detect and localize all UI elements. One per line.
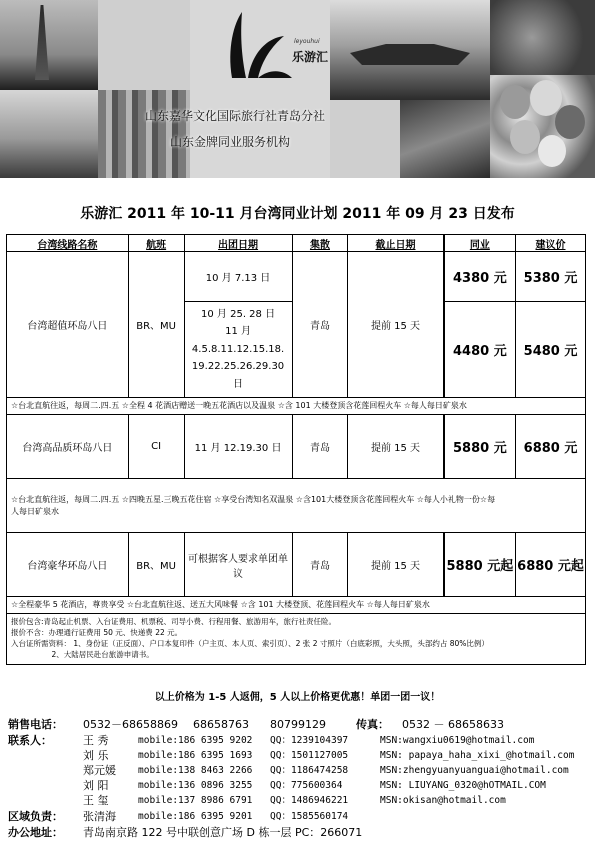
contact-row [8, 763, 588, 778]
date-line: 议 [233, 568, 244, 580]
office-address: 青岛南京路 122 号中联创意广场 D 栋一层 PC：266071 [83, 826, 363, 839]
organization-subtitle: 山东金牌同业服务机构 [170, 135, 291, 149]
contact-name: 王 玺 [83, 794, 109, 807]
contact-name: 刘 乐 [83, 749, 109, 762]
header-banner [0, 0, 595, 178]
contact-mobile: mobile:186 6395 9202 [138, 735, 253, 746]
logo-wordmark: 乐游汇 [292, 50, 329, 64]
contact-mobile: mobile:138 8463 2266 [138, 765, 253, 776]
note-line: ☆台北直航往返，每周二.四.五 ☆四晚五星.三晚五花住宿 ☆享受台湾知名双温泉 ☆含101大楼登顶含花莲回程火车 ☆每人小礼物一份☆每 [11, 494, 496, 504]
route-flight: BR、MU [128, 252, 184, 398]
sales-phone-row [8, 717, 588, 732]
route-deadline: 提前 15 天 [348, 252, 444, 398]
food-photo [490, 0, 595, 75]
region-manager-qq: QQ：1585560174 [270, 811, 349, 822]
address-label: 办公地址： [8, 826, 63, 839]
header-route: 台湾线路名称 [7, 235, 129, 252]
route-note: ☆台北直航往返，每周二.四.五 ☆全程 4 花酒店赠送一晚五花酒店以及温泉 ☆含 101 大楼登顶含花莲回程火车 ☆每人每日矿泉水 [7, 398, 586, 415]
logo-subtext: leyouhui [294, 38, 320, 45]
note-line: 人每日矿泉水 [11, 506, 59, 516]
route-name: 台湾豪华环岛八日 [7, 533, 129, 597]
contact-qq: QQ：1501127005 [270, 750, 349, 761]
route-dates: 11 月 12.19.30 日 [184, 415, 292, 479]
table-row [7, 398, 586, 415]
region-manager-mobile: mobile:186 6395 9201 [138, 811, 253, 822]
tower-shape [35, 5, 49, 80]
organization-name: 山东嘉华文化国际旅行社青岛分社 [145, 109, 326, 123]
date-line: 10 月 25. 28 日 [201, 308, 276, 320]
table-row [7, 252, 586, 302]
address-row [8, 825, 588, 840]
contact-qq: QQ：1186474258 [270, 765, 349, 776]
price-notes [7, 614, 586, 665]
table-row [7, 597, 586, 614]
route-deadline: 提前 15 天 [348, 533, 444, 597]
contact-row [8, 778, 588, 793]
sales-phone-1: 0532－68658869 [83, 718, 178, 731]
suggested-price [516, 302, 586, 398]
temple-roof-shape [350, 35, 470, 65]
trade-price-value: 4380 元 [452, 271, 507, 286]
building-photo [400, 100, 490, 178]
price-note-line: 入台证所需资料： 1、身份证（正反面）、户口本复印件（户主页、本人页、索引页）、2 张 2 寸照片（白底彩照，大头照，头部约占 80%比例） [11, 638, 489, 648]
suggested-price [516, 533, 586, 597]
date-line: 4.5.8.11.12.15.18. [191, 343, 285, 355]
route-flight: CI [128, 415, 184, 479]
contact-mobile: mobile:186 6395 1693 [138, 750, 253, 761]
suggested-price [516, 252, 586, 302]
contact-name: 郑元媛 [83, 764, 116, 777]
trade-price-value: 5880 元起 [446, 559, 514, 574]
temple-photo [330, 0, 490, 100]
header-suggested-price: 建议价 [516, 235, 586, 252]
sales-phone-2: 68658763 [193, 718, 249, 731]
taipei-101-photo [0, 0, 98, 90]
sales-label: 销售电话： [8, 718, 63, 731]
contact-row [8, 793, 588, 808]
route-gather: 青岛 [292, 533, 348, 597]
route-note [7, 479, 586, 533]
contact-msn: MSN:okisan@hotmail.com [380, 795, 506, 806]
header-deadline: 截止日期 [348, 235, 444, 252]
region-label: 区域负责： [8, 810, 63, 823]
route-gather: 青岛 [292, 252, 348, 398]
contact-msn: MSN: papaya_haha_xixi_@hotmail.com [380, 750, 575, 761]
contact-name: 刘 阳 [83, 779, 109, 792]
table-row [7, 614, 586, 665]
contact-qq: QQ：1239104397 [270, 735, 349, 746]
date-line: 可根据客人要求单团单 [188, 553, 289, 565]
contact-qq: QQ：1486946221 [270, 795, 349, 806]
region-manager-name: 张清海 [83, 810, 116, 823]
contact-msn: MSN:zhengyuanyuanguai@hotmail.com [380, 765, 569, 776]
contact-msn: MSN: LIUYANG_0320@hOTMAIL.COM [380, 780, 546, 791]
contact-qq: QQ：775600364 [270, 780, 343, 791]
table-row [7, 479, 586, 533]
suggested-price-value: 5380 元 [523, 271, 578, 286]
route-gather: 青岛 [292, 415, 348, 479]
contact-mobile: mobile:136 0896 3255 [138, 780, 253, 791]
sales-phone-3: 80799129 [270, 718, 326, 731]
trade-price [444, 302, 516, 398]
header-flight: 航班 [128, 235, 184, 252]
tour-price-table [6, 234, 586, 665]
trade-price [444, 415, 516, 479]
contact-label: 联系人： [8, 734, 52, 747]
contact-row [8, 733, 588, 748]
trade-price-value: 5880 元 [452, 441, 507, 456]
price-note-line: 报价不含：办理通行证费用 50 元、快递费 22 元。 [11, 627, 183, 637]
contact-name: 王 秀 [83, 734, 109, 747]
region-manager-row [8, 809, 588, 824]
contact-row [8, 748, 588, 763]
table-row [7, 533, 586, 597]
contact-mobile: mobile:137 8986 6791 [138, 795, 253, 806]
document-title: 乐游汇 2011 年 10-11 月台湾同业计划 2011 年 09 月 23 日发布 [80, 206, 515, 222]
date-line: 日 [233, 378, 244, 390]
route-dates [184, 302, 292, 398]
route-flight: BR、MU [128, 533, 184, 597]
table-row [7, 415, 586, 479]
route-dates [184, 533, 292, 597]
price-note-line: 2、大陆居民赴台旅游申请书。 [11, 649, 154, 659]
route-dates: 10 月 7.13 日 [184, 252, 292, 302]
pricing-summary: 以上价格为 1-5 人返佣，5 人以上价格更优惠！单团一团一议！ [154, 692, 441, 703]
fax-label: 传真： [356, 718, 389, 731]
route-deadline: 提前 15 天 [348, 415, 444, 479]
balloons-photo [490, 75, 595, 178]
header-trade-price: 同业 [444, 235, 516, 252]
bicycle-photo [0, 90, 98, 178]
route-name: 台湾超值环岛八日 [7, 252, 129, 398]
date-line: 19.22.25.26.29.30 [191, 361, 285, 373]
trade-price-value: 4480 元 [452, 344, 507, 359]
header-dates: 出团日期 [184, 235, 292, 252]
suggested-price-value: 6880 元 [523, 441, 578, 456]
price-note-line: 报价包含:青岛起止机票、入台证费用、机票税、司导小费、行程用餐、旅游用车，旅行社责任险。 [11, 617, 337, 626]
table-header-row [7, 235, 586, 252]
header-gather: 集散 [292, 235, 348, 252]
trade-price [444, 533, 516, 597]
suggested-price-value: 6880 元起 [517, 559, 584, 574]
date-line: 11 月 [225, 326, 251, 338]
suggested-price [516, 415, 586, 479]
leyouhui-logo-icon [222, 8, 297, 86]
route-note: ☆全程豪华 5 花酒店，尊贵享受 ☆台北直航往返、送五大风味餐 ☆含 101 大楼登顶、花莲回程火车 ☆每人每日矿泉水 [7, 597, 586, 614]
fax-number: 0532 － 68658633 [402, 718, 504, 731]
suggested-price-value: 5480 元 [523, 344, 578, 359]
contact-msn: MSN:wangxiu0619@hotmail.com [380, 735, 535, 746]
trade-price [444, 252, 516, 302]
route-name: 台湾高品质环岛八日 [7, 415, 129, 479]
